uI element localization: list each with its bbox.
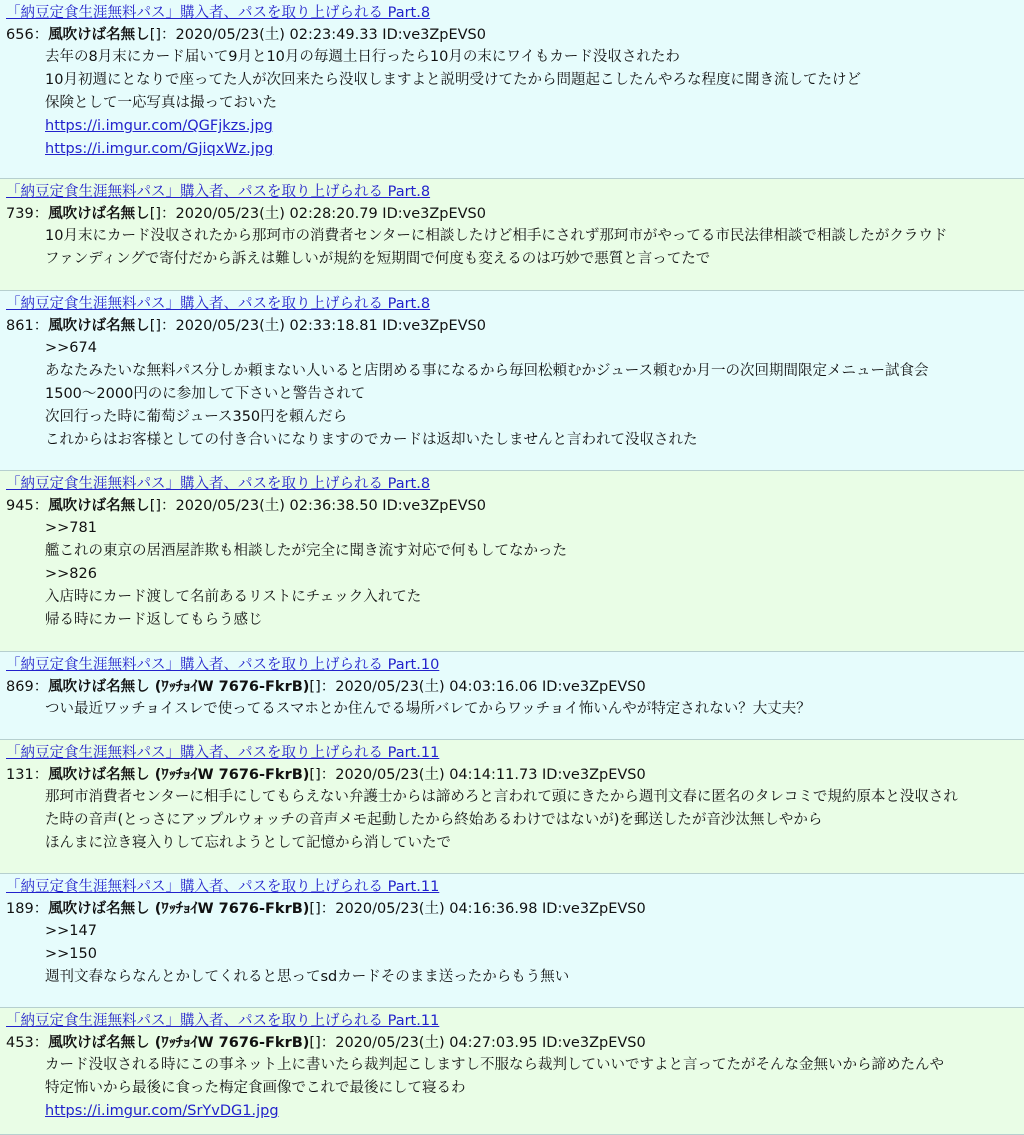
post-meta: []：2020/05/23(土) 02:28:20.79 ID:ve3ZpEVS0 xyxy=(149,206,486,222)
post-body xyxy=(6,517,1018,632)
post-header xyxy=(6,676,1018,698)
post-line: あなたみたいな無料パス分しか頼まない人いると店閉める事になるから毎回松頼むかジュース頼むか月一の次回期間限定メニュー試食会 xyxy=(45,363,929,379)
thread-title-link[interactable]: 「納豆定食生涯無料パス」購入者、パスを取り上げられる Part.11 xyxy=(6,745,440,761)
reply-anchor: >>674 xyxy=(45,340,97,356)
post-meta: []：2020/05/23(土) 02:33:18.81 ID:ve3ZpEVS0 xyxy=(149,318,486,334)
post-meta: []：2020/05/23(土) 04:16:36.98 ID:ve3ZpEVS0 xyxy=(309,901,646,917)
post xyxy=(0,471,1024,652)
post-meta: []：2020/05/23(土) 04:27:03.95 ID:ve3ZpEVS0 xyxy=(309,1035,646,1051)
post-meta: []：2020/05/23(土) 02:23:49.33 ID:ve3ZpEVS0 xyxy=(149,27,486,43)
poster-trip: (ﾜｯﾁｮｲW 7676-FkrB) xyxy=(149,679,310,695)
poster-name: 風吹けば名無し xyxy=(48,27,150,43)
post-line: ほんまに泣き寝入りして忘れようとして記憶から消していたで xyxy=(45,835,451,851)
post xyxy=(0,874,1024,1008)
poster-name: 風吹けば名無し xyxy=(48,498,150,514)
post-meta: []：2020/05/23(土) 04:03:16.06 ID:ve3ZpEVS0 xyxy=(309,679,646,695)
post-line: 去年の8月末にカード届いて9月と10月の毎週土日行ったら10月の末にワイもカード没収されたわ xyxy=(45,49,680,65)
post-line: 帰る時にカード返してもらう感じ xyxy=(45,612,263,628)
post-line: 週刊文春ならなんとかしてくれると思ってsdカードそのまま送ったからもう無い xyxy=(45,969,570,985)
post-line: つい最近ワッチョイスレで使ってるスマホとか住んでる場所バレてからワッチョイ怖いんやが特定されない？大丈夫？ xyxy=(45,701,811,717)
post-header xyxy=(6,24,1018,46)
post-meta: []：2020/05/23(土) 04:14:11.73 ID:ve3ZpEVS0 xyxy=(309,767,646,783)
post-separator: ： xyxy=(33,679,49,695)
post-number[interactable]: 869 xyxy=(6,679,34,695)
image-link[interactable]: https://i.imgur.com/GjiqxWz.jpg xyxy=(45,141,274,157)
post-separator: ： xyxy=(33,498,49,514)
post-line: ファンディングで寄付だから訴えは難しいが規約を短期間で何度も変えるのは巧妙で悪質と言ってたで xyxy=(45,251,711,267)
post-line: 保険として一応写真は撮っておいた xyxy=(45,95,277,111)
post-body xyxy=(6,337,1018,452)
reply-anchor: >>826 xyxy=(45,566,97,582)
post-number[interactable]: 189 xyxy=(6,901,34,917)
post-line: 那珂市消費者センターに相手にしてもらえない弁護士からは諦めろと言われて頭にきたから週刊文春に匿名のタレコミで規約原本と没収され xyxy=(45,789,958,805)
post-line xyxy=(45,1100,1018,1123)
poster-name: 風吹けば名無し xyxy=(48,679,150,695)
post-line: 1500〜2000円のに参加して下さいと警告されて xyxy=(45,386,366,402)
post xyxy=(0,291,1024,471)
post-number[interactable]: 656 xyxy=(6,27,34,43)
poster-name: 風吹けば名無し xyxy=(48,318,150,334)
post-header xyxy=(6,764,1018,786)
post-number[interactable]: 739 xyxy=(6,206,34,222)
post-line xyxy=(45,115,1018,138)
post-header xyxy=(6,495,1018,517)
post-line: た時の音声(とっさにアップルウォッチの音声メモ起動したから終始あるわけではないが)を郵送したが音沙汰無しやから xyxy=(45,812,823,828)
thread-title-link[interactable]: 「納豆定食生涯無料パス」購入者、パスを取り上げられる Part.8 xyxy=(6,296,431,312)
post-separator: ： xyxy=(33,318,49,334)
post-number[interactable]: 945 xyxy=(6,498,34,514)
post-line: 次回行った時に葡萄ジュース350円を頼んだら xyxy=(45,409,348,425)
poster-trip: (ﾜｯﾁｮｲW 7676-FkrB) xyxy=(149,1035,310,1051)
post-body xyxy=(6,225,1018,271)
post-header xyxy=(6,203,1018,225)
post-separator: ： xyxy=(33,27,49,43)
post-number[interactable]: 861 xyxy=(6,318,34,334)
post-body xyxy=(6,920,1018,989)
thread-title-link[interactable]: 「納豆定食生涯無料パス」購入者、パスを取り上げられる Part.10 xyxy=(6,657,440,673)
post-line: 10月末にカード没収されたから那珂市の消費者センターに相談したけど相手にされず那珂市がやってる市民法律相談で相談したがクラウド xyxy=(45,228,948,244)
post-number[interactable]: 453 xyxy=(6,1035,34,1051)
post-body xyxy=(6,1054,1018,1123)
post xyxy=(0,1008,1024,1135)
post-header xyxy=(6,898,1018,920)
post-line xyxy=(45,138,1018,161)
reply-anchor: >>150 xyxy=(45,946,97,962)
post-separator: ： xyxy=(33,206,49,222)
post-header xyxy=(6,1032,1018,1054)
reply-anchor: >>781 xyxy=(45,520,97,536)
thread-title-link[interactable]: 「納豆定食生涯無料パス」購入者、パスを取り上げられる Part.8 xyxy=(6,5,431,21)
post-header xyxy=(6,315,1018,337)
post-line: カード没収される時にこの事ネット上に書いたら裁判起こしますし不服なら裁判していいですよと言ってたがそんな金無いから諦めたんや xyxy=(45,1057,944,1073)
reply-anchor: >>147 xyxy=(45,923,97,939)
post xyxy=(0,740,1024,874)
post-line: これからはお客様としての付き合いになりますのでカードは返却いたしませんと言われて没収された xyxy=(45,432,698,448)
poster-trip: (ﾜｯﾁｮｲW 7676-FkrB) xyxy=(149,901,310,917)
post-separator: ： xyxy=(33,1035,49,1051)
poster-name: 風吹けば名無し xyxy=(48,767,150,783)
post-separator: ： xyxy=(33,901,49,917)
image-link[interactable]: https://i.imgur.com/QGFjkzs.jpg xyxy=(45,118,273,134)
poster-name: 風吹けば名無し xyxy=(48,901,150,917)
post-line: 10月初週にとなりで座ってた人が次回来たら没収しますよと説明受けてたから問題起こしたんやろな程度に聞き流してたけど xyxy=(45,72,861,88)
poster-name: 風吹けば名無し xyxy=(48,206,150,222)
thread-title-link[interactable]: 「納豆定食生涯無料パス」購入者、パスを取り上げられる Part.8 xyxy=(6,184,431,200)
thread-title-link[interactable]: 「納豆定食生涯無料パス」購入者、パスを取り上げられる Part.11 xyxy=(6,1013,440,1029)
post xyxy=(0,179,1024,291)
post-meta: []：2020/05/23(土) 02:36:38.50 ID:ve3ZpEVS0 xyxy=(149,498,486,514)
thread-title-link[interactable]: 「納豆定食生涯無料パス」購入者、パスを取り上げられる Part.8 xyxy=(6,476,431,492)
post-line: 入店時にカード渡して名前あるリストにチェック入れてた xyxy=(45,589,422,605)
image-link[interactable]: https://i.imgur.com/SrYvDG1.jpg xyxy=(45,1103,279,1119)
post-line: 艦これの東京の居酒屋詐欺も相談したが完全に聞き流す対応で何もしてなかった xyxy=(45,543,567,559)
post xyxy=(0,0,1024,179)
post-body xyxy=(6,786,1018,855)
post-line: 特定怖いから最後に食った梅定食画像でこれで最後にして寝るわ xyxy=(45,1080,466,1096)
post-body xyxy=(6,46,1018,161)
post-separator: ： xyxy=(33,767,49,783)
poster-name: 風吹けば名無し xyxy=(48,1035,150,1051)
poster-trip: (ﾜｯﾁｮｲW 7676-FkrB) xyxy=(149,767,310,783)
post-number[interactable]: 131 xyxy=(6,767,34,783)
post-body xyxy=(6,698,1018,721)
thread-title-link[interactable]: 「納豆定食生涯無料パス」購入者、パスを取り上げられる Part.11 xyxy=(6,879,440,895)
post xyxy=(0,652,1024,740)
